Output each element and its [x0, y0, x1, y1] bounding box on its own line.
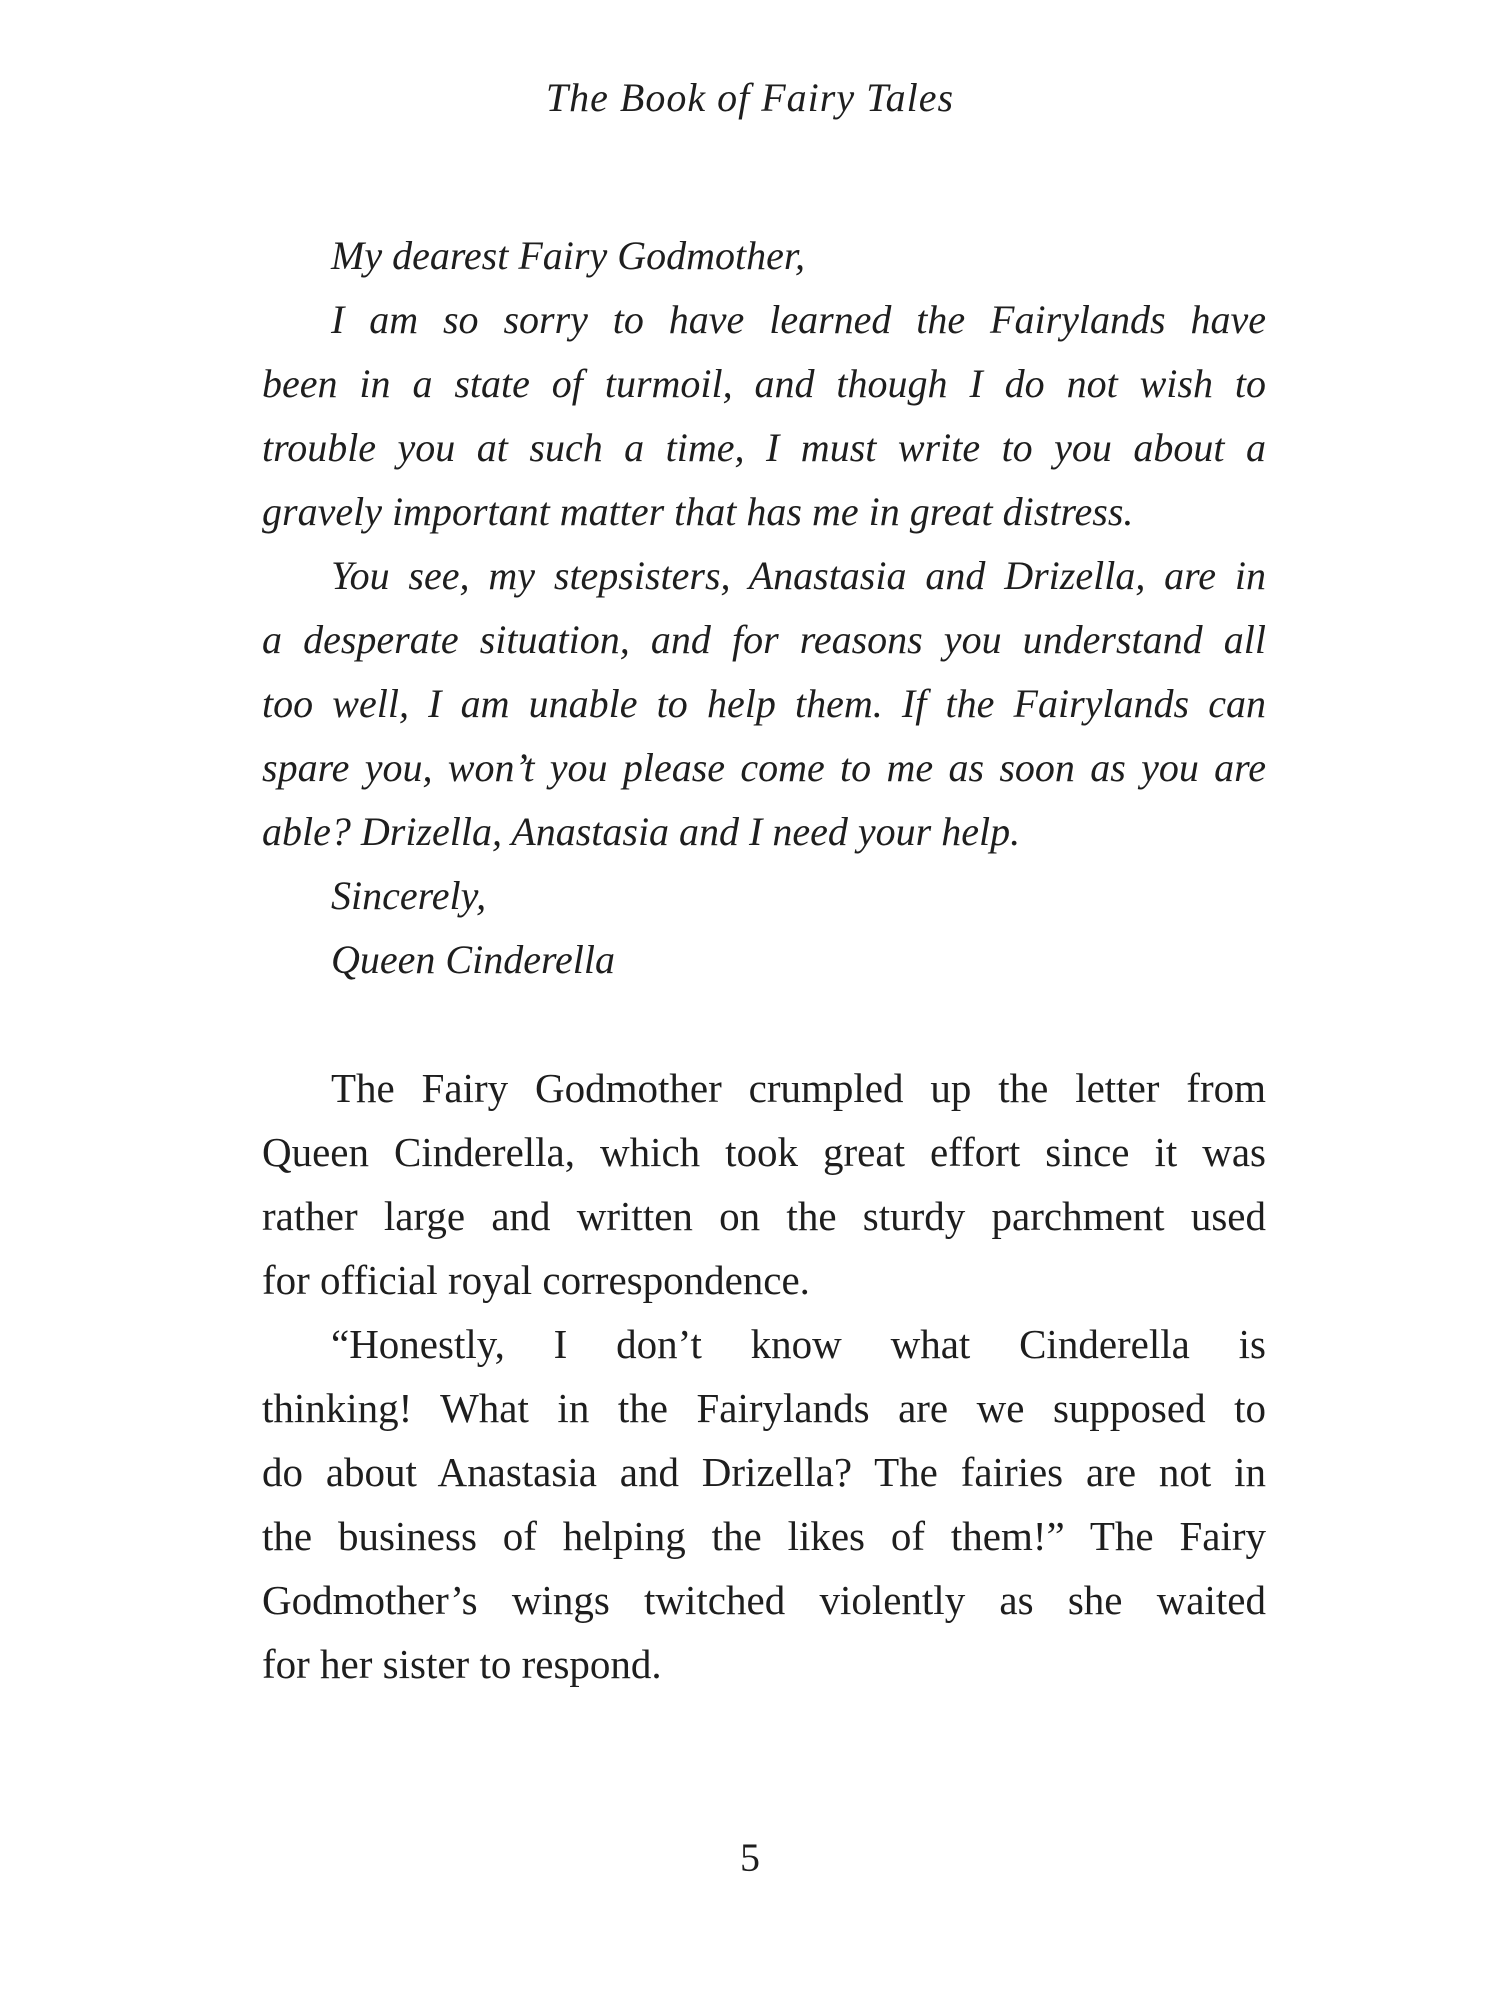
letter-line: I am so sorry to have learned the Fairylands have — [331, 297, 1266, 342]
letter-line: able? Drizella, Anastasia and I need your help. — [262, 809, 1021, 854]
letter-line: gravely important matter that has me in great distress. — [262, 489, 1134, 534]
letter-signature: Queen Cinderella — [331, 937, 616, 982]
letter-line: too well, I am unable to help them. If the Fairylands can — [262, 681, 1266, 726]
narrative-line: thinking! What in the Fairylands are we supposed to — [262, 1385, 1266, 1431]
narrative-line: do about Anastasia and Drizella? The fairies are not in — [262, 1449, 1266, 1495]
page-number: 5 — [740, 1835, 760, 1880]
narrative-line: “Honestly, I don’t know what Cinderella is — [331, 1321, 1266, 1367]
narrative-line: the business of helping the likes of them!” The Fairy — [262, 1513, 1266, 1559]
narrative-line: for official royal correspondence. — [262, 1257, 810, 1303]
letter-line: a desperate situation, and for reasons you understand all — [262, 617, 1266, 662]
narrative-line: for her sister to respond. — [262, 1641, 662, 1687]
letter-line: spare you, won’t you please come to me as soon as you are — [262, 745, 1266, 790]
letter-line: trouble you at such a time, I must write to you about a — [262, 425, 1266, 470]
narrative-line: The Fairy Godmother crumpled up the letter from — [331, 1065, 1266, 1111]
letter-line: You see, my stepsisters, Anastasia and Drizella, are in — [331, 553, 1266, 598]
narrative-block — [262, 1056, 1266, 1696]
narrative-line: rather large and written on the sturdy parchment used — [262, 1193, 1266, 1239]
letter-closing: Sincerely, — [331, 873, 487, 918]
letter-block — [262, 224, 1266, 992]
narrative-line: Queen Cinderella, which took great effort since it was — [262, 1129, 1266, 1175]
narrative-line: Godmother’s wings twitched violently as she waited — [262, 1577, 1266, 1623]
letter-line: been in a state of turmoil, and though I do not wish to — [262, 361, 1266, 406]
running-head: The Book of Fairy Tales — [545, 75, 955, 120]
letter-salutation: My dearest Fairy Godmother, — [331, 233, 805, 278]
